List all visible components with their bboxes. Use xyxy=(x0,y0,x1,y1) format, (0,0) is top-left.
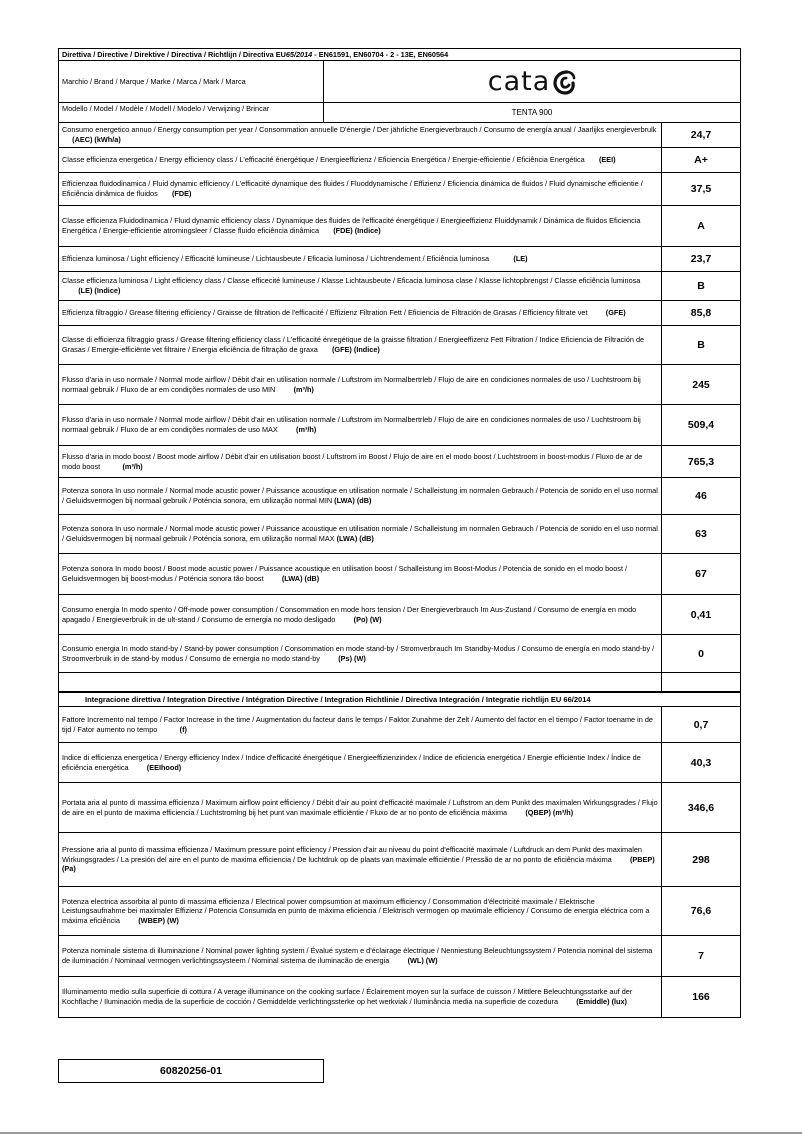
row-value: B xyxy=(661,272,740,300)
brand-label: Marchio / Brand / Marque / Marke / Marca / Mark / Marca xyxy=(59,61,324,102)
row-unit: (Emiddle) (lux) xyxy=(576,997,627,1006)
row-unit: (m³/h) xyxy=(293,384,314,394)
row-description: Illuminamento medio sulla superficie di cottura / A verage illuminance on the cooking surface / Éclairement moyen sur la surface de cuisson / Mittlere Beleuchtungsstarke auf der Kochflache / Iluminación media de la superficie de cocción / Gemiddelde verlichtingssterke op het werkviak / Iluminância media na superficie de cozedura xyxy=(62,987,633,1006)
row-description: Potenza nominale sistema di illuminazione / Nominal power lighting system / Évalué system e d'éclairage électrique / Nenniestung Beleuchtungssystem / Potencia nominal del sistema de iluminación / Nominaal vermogen verlichtingssysteem / Nominal sistema de iluminacão de energia xyxy=(62,946,653,965)
row-description: Portata aria al punto di massima efficienza / Maximum airflow point efficiency / Débit d'air au point d'efficacité maximale / Luftstrom an dem Punkt des maximalen Wirkungsgrades / Flujo de aire en el punto de maxima efficiencia / Luchtstromlng bij het punt van maximale efficiëntie / Fluxo de ar no ponto de eficiência máxima xyxy=(62,797,658,817)
row-description: Consumo energia In modo stand-by / Stand-by power consumption / Consommation en mode stand-by / Stromverbrauch Im Standby-Modus / Consumo de energía en modo stand-by / Stroomverbruik in de stand-by modus / Consumo de ernergia no modo stand-by xyxy=(62,643,655,663)
table-row xyxy=(59,515,740,554)
directive-text: Direttiva / Directive / Direktive / Directiva / Richtlijn / Directiva EU xyxy=(62,50,286,59)
model-label: Modello / Model / Modèle / Modell / Modelo / Verwijzing / Brincar xyxy=(59,103,324,122)
standards-text: - EN61591, EN60704 - 2 - 13E, EN60564 xyxy=(312,50,449,59)
row-description: Potenza electrica assorbita al punto di massima efficienza / Electrical power compsumtion at maximum efficiency / Consommation d'électricité maximale / Elektrische Leistungsaufnahme bei maximaler Effizienz / Potencia Consumida en punto de máxima eficiencia / Elektrisch vermogen op maximale efficiency / Consumo de energia eléctrica com a máxima eficiência xyxy=(62,896,650,925)
row-value: 298 xyxy=(661,833,740,886)
row-description: Fattore Incremento nal tempo / Factor Increase in the time / Augmentation du facteur dans le temps / Faktor Zunahme der Zelt / Aumento del factor en el tiempo / Factor toename in de tijd / Fator aumento no tempo xyxy=(62,714,653,734)
row-value: A xyxy=(661,206,740,246)
label-sheet xyxy=(58,48,741,1018)
table-row xyxy=(59,833,740,887)
row-unit: (LE) (Indice) xyxy=(78,286,121,295)
row-value: 509,4 xyxy=(661,405,740,445)
row-value: 85,8 xyxy=(661,301,740,325)
row-unit: (FDE) xyxy=(171,189,192,198)
row-description: Pressione aria al punto di massima efficienza / Maximum pressure point efficiency / Pression d'air au niveau du point d'efficacité maximale / Luftdruck an dem Punkt des maximalen Wirkungsgrades / La presión del aire en el punto de maxima efficiencia / De luchtdruk op de plaats van maximale efficiëntie / Pressão de ar no ponto de eficiência máxima xyxy=(62,845,642,864)
table-row xyxy=(59,554,740,595)
row-unit: (EEIhood) xyxy=(146,762,182,772)
row-description: Efficienza luminosa / Light efficiency / Efficacité lumineuse / Lichtausbeute / Eficacia luminosa / Lichtrendement / Eficiência luminosa xyxy=(62,254,490,264)
table-row xyxy=(59,301,740,326)
row-value: B xyxy=(661,326,740,364)
row-value: 245 xyxy=(661,365,740,404)
row-unit: (EEI) xyxy=(598,155,616,165)
row-value: 46 xyxy=(661,478,740,514)
row-value: 63 xyxy=(661,515,740,553)
model-value: TENTA 900 xyxy=(511,108,553,117)
table-row xyxy=(59,272,740,301)
table-row xyxy=(59,148,740,173)
row-description: Flusso d'aria in uso normale / Normal mode airflow / Débit d'air en utilisation normale / Luftstrom im Normalbertrleb / Flujo de aire en condiciones normales de uso / Luchtstroom bij normaal gebruik / Fluxo de ar em condições normales de uso MIN xyxy=(62,374,641,394)
row-value: 7 xyxy=(661,936,740,976)
row-value: 346,6 xyxy=(661,783,740,832)
row-value: 76,6 xyxy=(661,887,740,935)
row-description: Potenza sonora In uso normale / Normal mode acustic power / Puissance acoustique en utilisation normale / Schalleistung im normalen Gebrauch / Potencia de sonido en el uso normal / Geluidsvermogen bij normaal gebruik / Poténcia sonora, em utilização normal MIN xyxy=(62,486,658,505)
row-value: 765,3 xyxy=(661,446,740,477)
row-unit: (LWA) (dB) xyxy=(336,534,374,543)
table-row xyxy=(59,123,740,148)
row-description: Potenza sonora In modo boost / Boost mode acustic power / Puissance acoustique en utilisation boost / Schalleistung im Boost-Modus / Potencia de sonido en el modo boost / Geluidsvermogen bij boost-modus / Poténcia sonora tão boost xyxy=(62,564,628,583)
table-row xyxy=(59,936,740,977)
spacer-row xyxy=(59,673,740,692)
row-unit: (LWA) (dB) xyxy=(281,574,320,583)
brand-row xyxy=(58,61,741,103)
row-description: Indice di efficienza energetica / Energy efficiency Index / Indice d'efficacité énergétique / Energieeffizienzindex / Indice de eficiencia energética / Energie efficiëntie Index / Índice de eficiência energética xyxy=(62,752,641,772)
integration-title: Integracione direttiva / Integration Directive / Intégration Directive / Integration Richtlinie / Directiva Integración / Integratie richtlijn EU 66/2014 xyxy=(85,694,591,704)
cata-swirl-icon xyxy=(552,69,576,95)
integration-title-row xyxy=(59,692,740,707)
row-description: Efficienzaa fluidodinamica / Fluid dynamic efficiency / L'efficacité dynamique des fluides / Fluoddynamische / Effizienz / Eficiencia dinámica de fluidos / Fluid dynamische efficientie / Eficiência dinâmica de fluidos xyxy=(62,179,643,198)
row-value: 37,5 xyxy=(661,173,740,205)
row-description: Classe efficienza energetica / Energy efficiency class / L'efficacité énergétique / Energieeffizienz / Eficiencia Energética / Energie-efficientie / Eficiência Energética xyxy=(62,155,585,165)
model-row xyxy=(58,103,741,123)
table-row xyxy=(59,365,740,405)
table-row xyxy=(59,478,740,515)
table-row xyxy=(59,977,740,1017)
row-description: Consumo energetico annuo / Energy consumption per year / Consommation annuelle D'énergie / Der jährliche Energieverbrauch / Consumo de energía anual / Jaarlijks energieverbrulk xyxy=(62,125,657,135)
row-value: 40,3 xyxy=(661,743,740,782)
row-description: Classe efficienza Fluidodinamica / Fluid dynamic efficiency class / Dynamique des fluides de l'efficacité énergétique / Energieeffizienz Fluiddynamik / Dinámica de fluidos Eficiencia Energética / Energie-efficientie atromingsleer / Classe fluido eficiência dinâmica xyxy=(62,216,641,235)
row-unit: (Po) (W) xyxy=(353,614,382,624)
table-row xyxy=(59,446,740,478)
directive-number: 65/2014 xyxy=(285,50,313,59)
table-row xyxy=(59,887,740,936)
row-description: Efficienza filtraggio / Grease filtering efficiency / Graisse de filtration de l'efficacité / Effizienz Filtration Fett / Eficiencia de Filtración de Grasas / Efficiency filtrate vet xyxy=(62,308,588,318)
table-row xyxy=(59,743,740,783)
row-value: 0,41 xyxy=(661,595,740,634)
brand-cell xyxy=(324,61,740,102)
row-unit: (f) xyxy=(179,724,187,734)
row-unit: (GFE) xyxy=(605,308,626,318)
row-unit: (AEC) (kWh/a) xyxy=(72,135,121,144)
table-row xyxy=(59,635,740,673)
table-row xyxy=(59,247,740,272)
row-description: Flusso d'aria in modo boost / Boost mode airflow / Débit d'air en utilisation boost / Luftstrom im Boost / Flujo de aire en el modo boost / Luchtstroom in boost-modus / Fluxo de ar de modo boost xyxy=(62,451,643,471)
table-row xyxy=(59,206,740,247)
row-unit: (WBEP) (W) xyxy=(138,915,179,925)
table-row xyxy=(59,405,740,446)
cata-logo xyxy=(488,66,577,97)
row-value: 24,7 xyxy=(661,123,740,147)
table-row xyxy=(59,595,740,635)
row-unit: (m³/h) xyxy=(296,425,317,434)
spec-table xyxy=(58,123,741,1018)
row-description: Classe di efficienza filtraggio grass / Grease filtering efficiency class / L'efficacité énregétique de la graisse filtration / Energieeffizenz Fett Filtration / Indice Eficiencia de Filtración de Grasas / Emergie-efficiënte vet filtraire / Energia eficiência de filtração de graxa xyxy=(62,335,645,354)
page-bottom-rule xyxy=(0,1132,802,1134)
row-unit: (FDE) (Indice) xyxy=(333,226,381,235)
row-description: Classe efficienza luminosa / Light efficiency class / Classe efficecité lumineuse / Klasse Lichtausbeute / Eficacia luminosa clase / Klasse lichtopbrengst / Classe eficiência luminosa xyxy=(62,276,641,286)
table-row xyxy=(59,326,740,365)
row-description: Flusso d'aria in uso normale / Normal mode airflow / Débit d'air en utilisation normale / Luftstrom im Normalbertrleb / Flujo de aire en condiciones normales de uso / Luchtstroom bij normaal gebruik / Fluxo de ar em condições normales de uso MAX xyxy=(62,415,641,434)
row-unit: (GFE) (Indice) xyxy=(332,345,380,354)
product-code: 60820256-01 xyxy=(58,1059,324,1083)
row-unit: (QBEP) (m³/h) xyxy=(525,807,574,817)
brand-name: cata xyxy=(487,66,551,97)
row-unit: (WL) (W) xyxy=(407,956,438,965)
table-row xyxy=(59,707,740,743)
row-description: Potenza sonora In uso normale / Normal mode acustic power / Puissance acoustique en utilisation normale / Schalleistung im normalen Gebrauch / Potencia de sonido en el uso normal / Geluidsvermogen bij normaal gebruik / Poténcia sonora, em utilização normal MAX xyxy=(62,524,658,543)
row-unit: (PBEP) (Pa) xyxy=(62,854,655,874)
row-description: Consumo energia In modo spento / Off-mode power consumption / Consommation en mode hors tension / Der Energieverbrauch Im Aus-Zustand / Consumo de energía en modo apagado / Energieverbruik in de ult-stand / Consumo de ernergia no modo desligado xyxy=(62,604,637,624)
row-value: A+ xyxy=(661,148,740,172)
directive-header xyxy=(58,48,741,61)
row-unit: (m³/h) xyxy=(122,461,143,471)
row-unit: (LWA) (dB) xyxy=(334,496,372,505)
table-row xyxy=(59,173,740,206)
row-value: 0,7 xyxy=(661,707,740,742)
row-value: 0 xyxy=(661,635,740,672)
row-value: 67 xyxy=(661,554,740,594)
table-row xyxy=(59,783,740,833)
row-unit: (LE) xyxy=(513,254,528,264)
row-value: 23,7 xyxy=(661,247,740,271)
row-unit: (Ps) (W) xyxy=(338,653,366,663)
row-value: 166 xyxy=(661,977,740,1017)
